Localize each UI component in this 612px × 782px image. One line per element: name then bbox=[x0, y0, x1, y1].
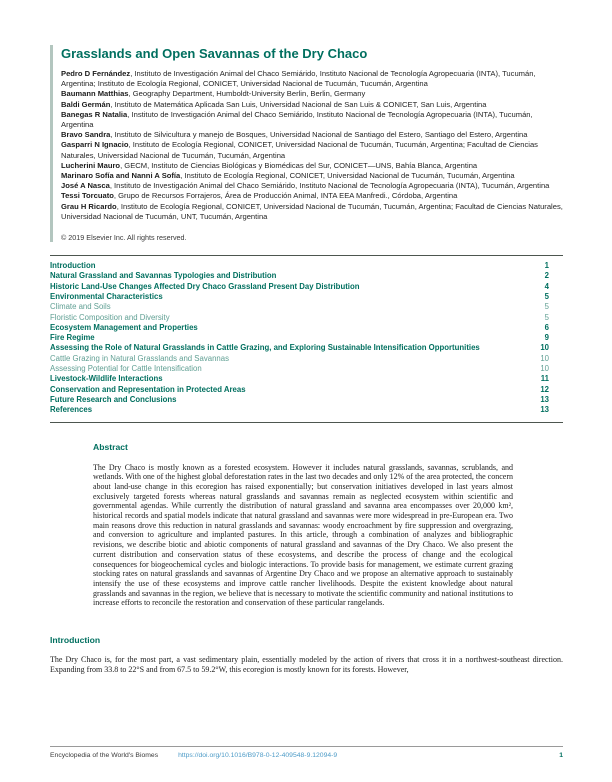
toc-item-cattle-grazing[interactable] bbox=[50, 354, 563, 364]
author-name: Baldi Germán bbox=[61, 99, 111, 109]
toc-page-number: 5 bbox=[544, 302, 549, 312]
author-affiliation: , Instituto de Investigación Animal del Chaco Semiárido, Instituto Nacional de Tecnología Agropecuaria (INTA), Tucumán, Argentina bbox=[109, 181, 550, 191]
author-name: Bravo Sandra bbox=[61, 130, 111, 140]
author-name: Lucherini Mauro bbox=[61, 160, 121, 170]
copyright-notice: © 2019 Elsevier Inc. All rights reserved. bbox=[61, 233, 187, 243]
toc-item-references[interactable] bbox=[50, 405, 563, 415]
article-header bbox=[50, 45, 563, 242]
toc-page-number: 10 bbox=[540, 343, 549, 353]
toc-item-assessing-potential[interactable] bbox=[50, 364, 563, 374]
toc-label: Historic Land-Use Changes Affected Dry Chaco Grassland Present Day Distribution bbox=[50, 281, 360, 291]
author-list bbox=[61, 69, 563, 222]
abstract-heading: Abstract bbox=[93, 441, 128, 452]
toc-page-number: 1 bbox=[544, 261, 549, 271]
toc-page-number: 4 bbox=[544, 281, 549, 291]
author-entry bbox=[61, 110, 563, 130]
author-name: Marinaro Sofía and Nanni A Sofía bbox=[61, 171, 181, 181]
author-affiliation: , Instituto de Matemática Aplicada San Luis, Universidad Nacional de San Luis & CONICET, San Luis, Argentina bbox=[110, 99, 487, 109]
toc-page-number: 5 bbox=[544, 291, 549, 301]
toc-item-livestock-wildlife[interactable] bbox=[50, 374, 563, 384]
author-entry bbox=[61, 130, 563, 140]
author-entry bbox=[61, 161, 563, 171]
author-affiliation: , Instituto de Investigación Animal del Chaco Semiárido, Instituto Nacional de Tecnología Agropecuaria (INTA), Tucumán, Argentina; Instituto de Ecología Regional, CONICET, Universidad Nacional de Tucumán, Tucumán, Argentina bbox=[61, 69, 536, 89]
toc-item-ecosystem-management[interactable] bbox=[50, 323, 563, 333]
introduction-text: The Dry Chaco is, for the most part, a vast sedimentary plain, essentially modeled by the action of rivers that cross it in a northwest-southeast direction. Expanding from 33.8 to 22°S and from 67.5 to 59.2°W, this ecoregion is mostly known for its forests. However, bbox=[50, 655, 563, 675]
toc-label: Climate and Soils bbox=[50, 302, 111, 312]
author-entry bbox=[61, 191, 563, 201]
author-name: José A Nasca bbox=[61, 181, 110, 191]
toc-page-number: 13 bbox=[540, 405, 549, 415]
toc-item-conservation[interactable] bbox=[50, 385, 563, 395]
toc-page-number: 10 bbox=[540, 364, 549, 374]
author-name: Grau H Ricardo bbox=[61, 201, 117, 211]
toc-label: Introduction bbox=[50, 261, 96, 271]
author-entry bbox=[61, 181, 563, 191]
author-entry bbox=[61, 100, 563, 110]
toc-page-number: 9 bbox=[544, 333, 549, 343]
toc-label: Assessing the Role of Natural Grasslands in Cattle Grazing, and Exploring Sustainable Intensification Opportunities bbox=[50, 343, 480, 353]
toc-page-number: 2 bbox=[544, 271, 549, 281]
toc-item-assessing-role[interactable] bbox=[50, 343, 563, 353]
author-entry bbox=[61, 202, 563, 222]
doi-link[interactable]: https://doi.org/10.1016/B978-0-12-409548-9.12094-9 bbox=[178, 752, 338, 759]
author-name: Gasparri N Ignacio bbox=[61, 140, 129, 150]
author-entry bbox=[61, 171, 563, 181]
toc-page-number: 11 bbox=[540, 374, 549, 384]
abstract-text: The Dry Chaco is mostly known as a forested ecosystem. However it includes natural grasslands, savannas, scrublands, and wetlands. With one of the highest global deforestation rates in the last two decades and only 12% of the area protected, the concern about land-use change in this ecoregion has raised exponentially; but conservation initiatives developed in last years almost exclusively targeted forests whereas natural grasslands and savannas remain as neglected ecosystem within scientific and governmental agendas. While currently the distribution of natural grassland and savanna area encompasses over 20,000 km², historical records and spatial models indicate that natural grassland and savannas were more widespread in pre-European era. Two main reasons drove this reduction in natural grasslands and savannas: woody encroachment by fire suppression and overgrazing, and conversion to agriculture and implanted pastures. In this article, through a combination of analyzes and bibliographic revisions, we describe biotic and abiotic components of natural grassland and savannas of the Dry Chaco. We also present the current distribution and conservation status of these ecosystems, and describe the process of change and the ecological consequences for biogeochemical cycles and biologic interactions. To provide basis for management, we estimate current grazing stocking rates on natural grasslands and savannas of Argentine Dry Chaco and we propose an alternative approach to sustainably intensify the use of these ecosystems and improve cattle rancher livelihoods. Despite the existent knowledge about natural grasslands and savannas in the region, we believe that is necessary to motivate the scientific community and national institutions to increase efforts to reconcile the restoration and conservation of these particular rangelands. bbox=[93, 462, 513, 608]
toc-label: Fire Regime bbox=[50, 333, 95, 343]
toc-item-future-research[interactable] bbox=[50, 395, 563, 405]
author-affiliation: , GECM, Instituto de Ciencias Biológicas y Biomédicas del Sur, CONICET—UNS, Bahía Blanca, Argentina bbox=[120, 160, 478, 170]
title-content bbox=[61, 45, 563, 242]
introduction-section bbox=[50, 635, 563, 675]
toc-label: Natural Grassland and Savannas Typologies and Distribution bbox=[50, 271, 277, 281]
toc-label: Cattle Grazing in Natural Grasslands and Savannas bbox=[50, 353, 229, 363]
toc-item-climate-and-soils[interactable] bbox=[50, 302, 563, 312]
footer-page-number: 1 bbox=[559, 752, 563, 759]
book-title: Encyclopedia of the World's Biomes bbox=[50, 752, 159, 759]
toc-page-number: 5 bbox=[544, 312, 549, 322]
toc-item-historic-land-use[interactable] bbox=[50, 282, 563, 292]
toc-label: Livestock-Wildlife Interactions bbox=[50, 374, 163, 384]
toc-label: References bbox=[50, 405, 93, 415]
toc-label: Conservation and Representation in Protected Areas bbox=[50, 384, 246, 394]
toc-label: Ecosystem Management and Properties bbox=[50, 322, 198, 332]
author-affiliation: , Instituto de Silvicultura y manejo de Bosques, Universidad Nacional de Santiago del Estero, Santiago del Estero, Argentina bbox=[110, 130, 528, 140]
toc-item-environmental-characteristics[interactable] bbox=[50, 292, 563, 302]
toc-item-fire-regime[interactable] bbox=[50, 333, 563, 343]
table-of-contents bbox=[50, 256, 563, 421]
toc-label: Assessing Potential for Cattle Intensification bbox=[50, 364, 202, 374]
author-affiliation: , Instituto de Ecología Regional, CONICET, Universidad Nacional de Tucumán, Tucumán, Argentina; Facultad de Ciencias Naturales, Universidad Nacional de Tucumán, Tucumán, Argentina bbox=[61, 140, 538, 160]
author-name: Banegas R Natalia bbox=[61, 109, 128, 119]
toc-item-typologies[interactable] bbox=[50, 271, 563, 281]
page-footer bbox=[50, 746, 563, 759]
author-name: Tessi Torcuato bbox=[61, 191, 114, 201]
article-title: Grasslands and Open Savannas of the Dry Chaco bbox=[61, 46, 368, 61]
toc-page-number: 10 bbox=[540, 353, 549, 363]
author-affiliation: , Instituto de Ecología Regional, CONICET, Universidad Nacional de Tucumán, Tucumán, Argentina; Facultad de Ciencias Naturales, Universidad Nacional de Tucumán, UNT, Tucumán, Argentina bbox=[61, 201, 563, 221]
author-affiliation: , Geography Department, Humboldt-University Berlin, Berlin, Germany bbox=[128, 89, 366, 99]
toc-label: Future Research and Conclusions bbox=[50, 394, 177, 404]
toc-page-number: 12 bbox=[540, 384, 549, 394]
author-affiliation: , Grupo de Recursos Forrajeros, Área de Producción Animal, INTA EEA Manfredi., Córdoba, Argentina bbox=[113, 191, 458, 201]
author-name: Pedro D Fernández bbox=[61, 69, 131, 78]
author-entry bbox=[61, 140, 563, 160]
toc-item-floristic-composition[interactable] bbox=[50, 313, 563, 323]
author-entry bbox=[61, 89, 563, 99]
toc-item-introduction[interactable] bbox=[50, 261, 563, 271]
abstract-section bbox=[93, 442, 513, 609]
author-affiliation: , Instituto de Investigación Animal del Chaco Semiárido, Instituto Nacional de Tecnología Agropecuaria (INTA), Tucumán, Argentina bbox=[61, 109, 533, 130]
introduction-heading: Introduction bbox=[50, 635, 101, 646]
author-name: Baumann Matthias bbox=[61, 89, 129, 99]
author-entry bbox=[61, 69, 563, 89]
toc-page-number: 6 bbox=[544, 322, 549, 332]
toc-label: Floristic Composition and Diversity bbox=[50, 312, 170, 322]
title-accent-bar bbox=[50, 45, 53, 242]
toc-label: Environmental Characteristics bbox=[50, 291, 163, 301]
toc-bottom-rule bbox=[50, 422, 563, 423]
toc-page-number: 13 bbox=[540, 394, 549, 404]
author-affiliation: , Instituto de Ecología Regional, CONICET, Universidad Nacional de Tucumán, Tucumán, Argentina bbox=[180, 171, 515, 181]
